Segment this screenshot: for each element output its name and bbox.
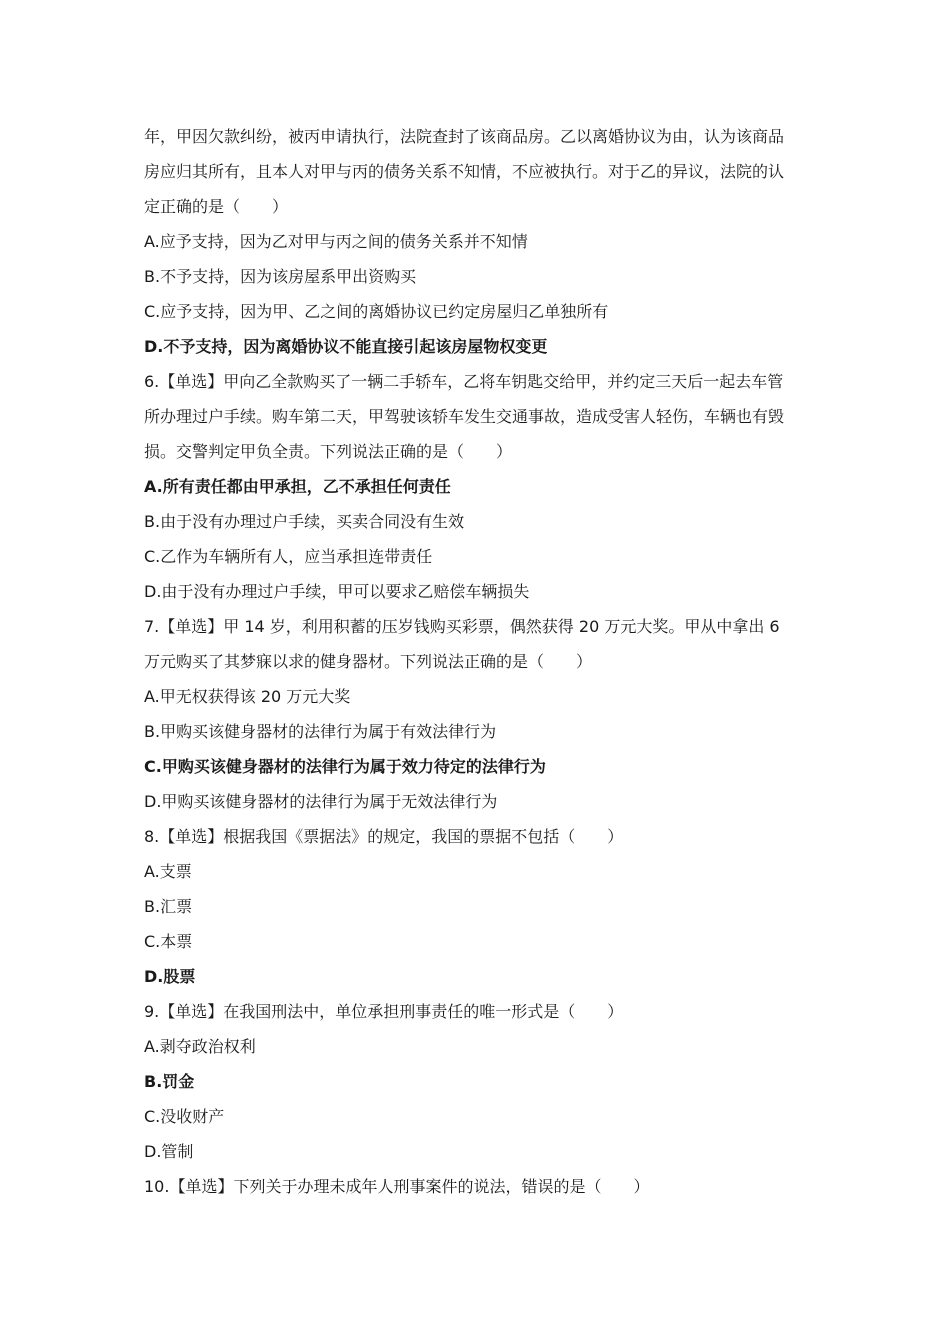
text-line: 10.【单选】下列关于办理未成年人刑事案件的说法，错误的是（ ） bbox=[144, 1177, 650, 1196]
text-line: 8.【单选】根据我国《票据法》的规定，我国的票据不包括（ ） bbox=[144, 827, 624, 846]
text-line: D.管制 bbox=[144, 1142, 194, 1161]
text-line: D.由于没有办理过户手续，甲可以要求乙赔偿车辆损失 bbox=[144, 582, 530, 601]
text-line: C.甲购买该健身器材的法律行为属于效力待定的法律行为 bbox=[144, 757, 546, 776]
text-line: 定正确的是（ ） bbox=[144, 197, 289, 216]
text-line: 9.【单选】在我国刑法中，单位承担刑事责任的唯一形式是（ ） bbox=[144, 1002, 624, 1021]
text-line: C.应予支持，因为甲、乙之间的离婚协议已约定房屋归乙单独所有 bbox=[144, 302, 609, 321]
text-line: 房应归其所有，且本人对甲与丙的债务关系不知情，不应被执行。对于乙的异议，法院的认 bbox=[144, 162, 785, 181]
text-line: 年，甲因欠款纠纷，被丙申请执行，法院查封了该商品房。乙以离婚协议为由，认为该商品 bbox=[144, 127, 785, 146]
text-line: A.应予支持，因为乙对甲与丙之间的债务关系并不知情 bbox=[144, 232, 528, 251]
text-line: D.不予支持，因为离婚协议不能直接引起该房屋物权变更 bbox=[144, 337, 548, 356]
text-line: 7.【单选】甲 14 岁，利用积蓄的压岁钱购买彩票，偶然获得 20 万元大奖。甲从中拿出 6 bbox=[144, 617, 780, 636]
text-line: 6.【单选】甲向乙全款购买了一辆二手轿车，乙将车钥匙交给甲，并约定三天后一起去车管 bbox=[144, 372, 784, 391]
text-line: 所办理过户手续。购车第二天，甲驾驶该轿车发生交通事故，造成受害人轻伤，车辆也有毁 bbox=[144, 407, 785, 426]
text-line: B.罚金 bbox=[144, 1072, 195, 1091]
text-line: C.乙作为车辆所有人，应当承担连带责任 bbox=[144, 547, 433, 566]
text-line: B.汇票 bbox=[144, 897, 193, 916]
text-line: B.甲购买该健身器材的法律行为属于有效法律行为 bbox=[144, 722, 497, 741]
text-line: A.剥夺政治权利 bbox=[144, 1037, 256, 1056]
text-line: B.不予支持，因为该房屋系甲出资购买 bbox=[144, 267, 417, 286]
text-line: 万元购买了其梦寐以求的健身器材。下列说法正确的是（ ） bbox=[144, 652, 593, 671]
document-page bbox=[144, 119, 812, 1204]
text-line: A.甲无权获得该 20 万元大奖 bbox=[144, 687, 351, 706]
text-line: D.甲购买该健身器材的法律行为属于无效法律行为 bbox=[144, 792, 498, 811]
text-line: C.没收财产 bbox=[144, 1107, 225, 1126]
text-line: A.所有责任都由甲承担，乙不承担任何责任 bbox=[144, 477, 451, 496]
text-line: B.由于没有办理过户手续，买卖合同没有生效 bbox=[144, 512, 465, 531]
text-line: C.本票 bbox=[144, 932, 193, 951]
text-line: D.股票 bbox=[144, 967, 196, 986]
text-line: 损。交警判定甲负全责。下列说法正确的是（ ） bbox=[144, 442, 513, 461]
text-line: A.支票 bbox=[144, 862, 192, 881]
